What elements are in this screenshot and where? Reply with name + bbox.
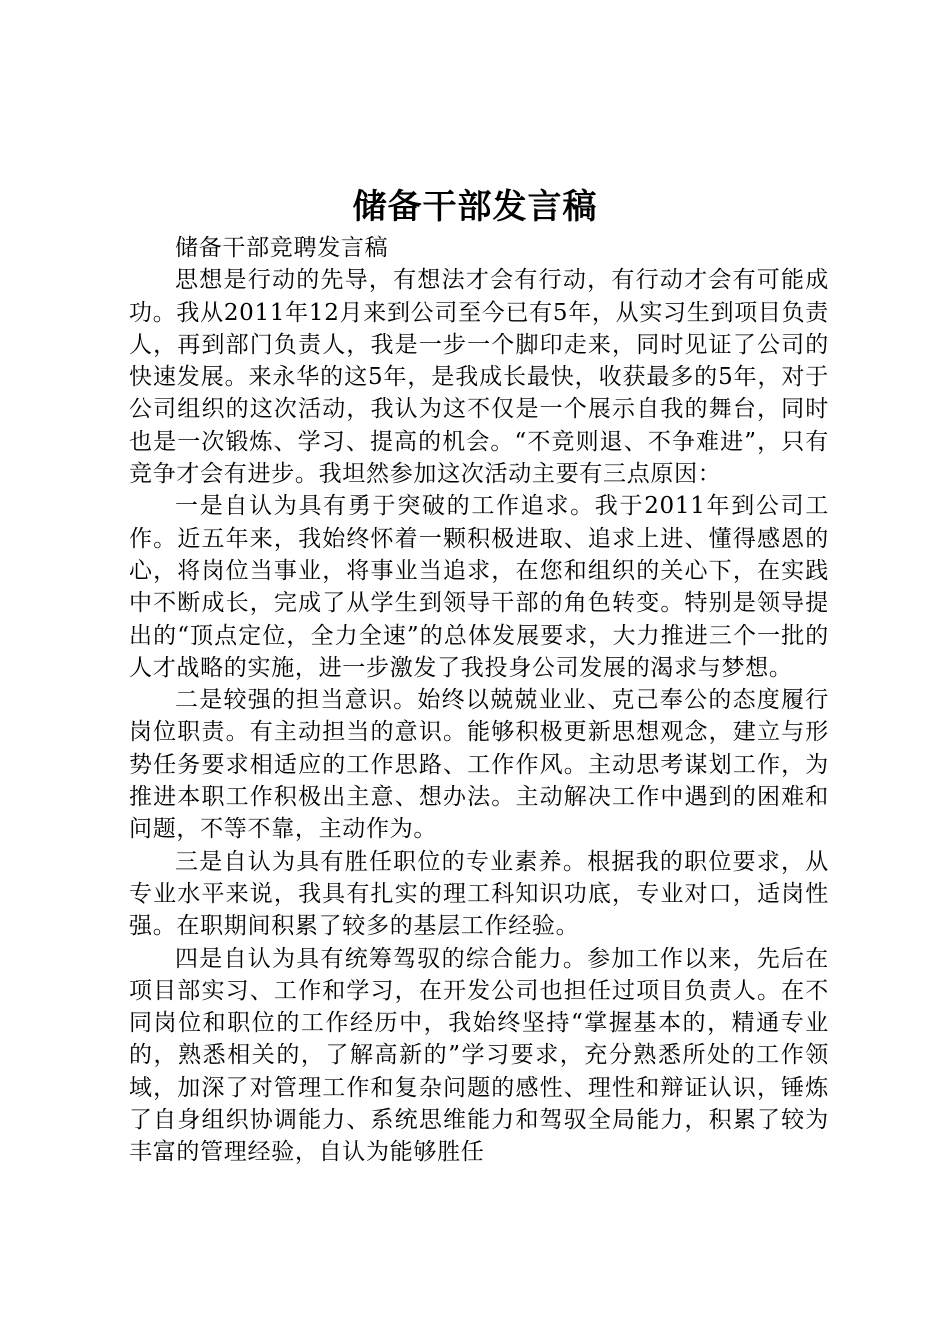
paragraph-reason-2: 二是较强的担当意识。始终以兢兢业业、克己奉公的态度履行岗位职责。有主动担当的意识。能够积极更新思想观念，建立与形势任务要求相适应的工作思路、工作作风。主动思考谋划工作，为推进本职工作积极出主意、想办法。主动解决工作中遇到的困难和问题，不等不靠，主动作为。 [129, 687, 829, 843]
paragraph-reason-4: 四是自认为具有统筹驾驭的综合能力。参加工作以来，先后在项目部实习、工作和学习，在开发公司也担任过项目负责人。在不同岗位和职位的工作经历中，我始终坚持“掌握基本的，精通专业的，熟悉相关的，了解高新的”学习要求，充分熟悉所处的工作领域，加深了对管理工作和复杂问题的感性、理性和辩证认识，锤炼了自身组织协调能力、系统思维能力和驾驭全局能力，积累了较为丰富的管理经验，自认为能够胜任 [129, 945, 829, 1166]
document-title: 储备干部发言稿 [352, 187, 598, 227]
paragraph-reason-3: 三是自认为具有胜任职位的专业素养。根据我的职位要求，从专业水平来说，我具有扎实的理工科知识功底，专业对口，适岗性强。在职期间积累了较多的基层工作经验。 [129, 848, 829, 940]
document-subtitle: 储备干部竞聘发言稿 [175, 235, 389, 261]
paragraph-intro: 思想是行动的先导，有想法才会有行动，有行动才会有可能成功。我从2011年12月来到公司至今已有5年，从实习生到项目负责人，再到部门负责人，我是一步一个脚印走来，同时见证了公司的快速发展。来永华的这5年，是我成长最快，收获最多的5年，对于公司组织的这次活动，我认为这不仅是一个展示自我的舞台，同时也是一次锻炼、学习、提高的机会。“不竞则退、不争难进”，只有竞争才会有进步。我坦然参加这次活动主要有三点原因： [129, 267, 829, 488]
document-body [129, 232, 829, 1169]
paragraph-reason-1: 一是自认为具有勇于突破的工作追求。我于2011年到公司工作。近五年来，我始终怀着一颗积极进取、追求上进、懂得感恩的心，将岗位当事业，将事业当追求，在您和组织的关心下，在实践中不断成长，完成了从学生到领导干部的角色转变。特别是领导提出的“顶点定位，全力全速”的总体发展要求，大力推进三个一批的人才战略的实施，进一步激发了我投身公司发展的渴求与梦想。 [129, 493, 829, 681]
